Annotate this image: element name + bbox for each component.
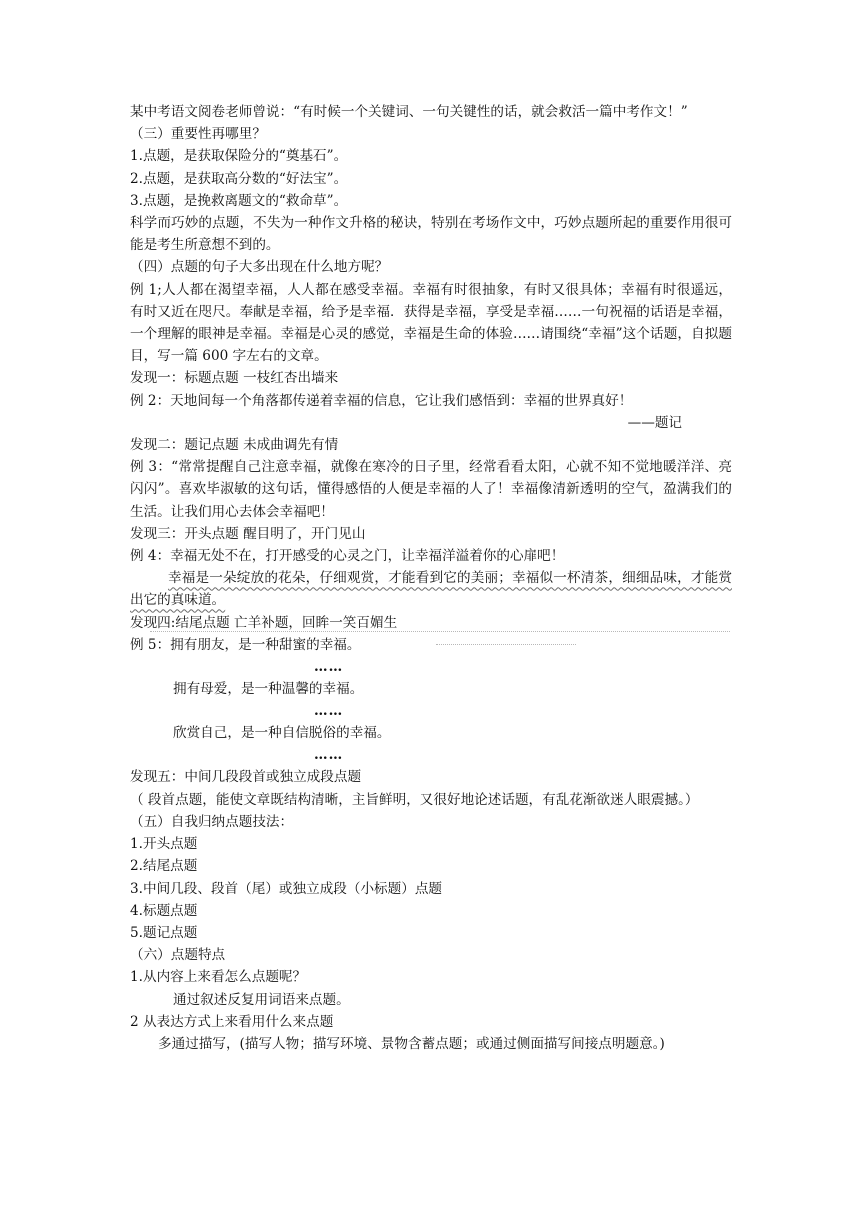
list-item: 3.中间几段、段首（尾）或独立成段（小标题）点题 [130, 880, 443, 897]
section-heading: （四）点题的句子大多出现在什么地方呢？ [130, 259, 389, 276]
list-detail: 通过叙述反复用词语来点题。 [173, 991, 350, 1008]
example-line: 拥有母爱，是一种温馨的幸福。 [173, 681, 364, 698]
finding-heading: 发现一：标题点题 一枝红杏出墙来 [130, 370, 339, 387]
example-paragraph: 例 2：天地间每一个角落都传递着幸福的信息，它让我们感悟到：幸福的世界真好！ [130, 392, 633, 409]
paragraph: 科学而巧妙的点题，不失为一种作文升格的秘诀，特别在考场作文中，巧妙点题所起的重要作用很可能是考生所意想不到的。 [130, 215, 732, 254]
example-paragraph: 例 4：幸福无处不在，打开感受的心灵之门，让幸福洋溢着你的心扉吧！ [130, 548, 565, 565]
intro-quote: 某中考语文阅卷老师曾说：“有时候一个关键词、一句关键性的话，就会救活一篇中考作文！” [130, 104, 688, 120]
ellipsis: …… [314, 703, 344, 720]
example-paragraph [130, 567, 732, 611]
list-item: 2.点题，是获取高分数的“好法宝”。 [130, 170, 348, 187]
list-item: 1.点题，是获取保险分的“奠基石”。 [130, 148, 348, 165]
section-heading: （六）点题特点 [130, 947, 226, 964]
section-heading: （三）重要性再哪里？ [130, 126, 266, 143]
example-paragraph: 例 5：拥有朋友，是一种甜蜜的幸福。 [130, 636, 361, 653]
example-paragraph: 例 1;人人都在渴望幸福，人人都在感受幸福。幸福有时很抽象，有时又很具体；幸福有时很遥远，有时又近在咫尺。奉献是幸福，给予是幸福．获得是幸福，享受是幸福……一句祝福的话语是幸福，一个理解的眼神是幸福。幸福是心灵的感觉，幸福是生命的体验……请围绕“幸福”这个话题，自拟题目，写一篇 600 字左右的文章。 [130, 281, 732, 365]
epigraph-attribution: ——题记 [627, 414, 682, 431]
ellipsis: …… [314, 747, 344, 764]
list-item: 3.点题，是挽救离题文的“救命草”。 [130, 192, 348, 209]
list-item: 2.结尾点题 [130, 858, 198, 875]
list-item: 5.题记点题 [130, 924, 198, 941]
list-detail: 多通过描写，(描写人物；描写环境、景物含蓄点题；或通过侧面描写间接点明题意。) [158, 1035, 665, 1052]
list-item: 4.标题点题 [130, 902, 198, 919]
section-heading: （五）自我归纳点题技法： [130, 813, 294, 830]
document-body [130, 101, 732, 1055]
ellipsis: …… [314, 659, 344, 676]
finding-heading: 发现五：中间几段段首或独立成段点题 [130, 769, 362, 786]
list-item: 1.开头点题 [130, 836, 198, 853]
paragraph: （ 段首点题，能使文章既结构清晰，主旨鲜明，又很好地论述话题，有乱花渐欲迷人眼震撼。） [130, 791, 699, 808]
finding-heading: 发现三：开头点题 醒目明了，开门见山 [130, 525, 366, 542]
finding-heading: 发现二：题记点题 未成曲调先有情 [130, 437, 339, 454]
example-line: 欣赏自己，是一种自信脱俗的幸福。 [173, 725, 391, 742]
finding-heading: 发现四:结尾点题 亡羊补题，回眸一笑百媚生 [130, 614, 398, 631]
example-paragraph: 例 3：“常常提醒自己注意幸福，就像在寒冷的日子里，经常看看太阳，心就不知不觉地暖洋洋、亮闪闪”。喜欢毕淑敏的这句话，懂得感悟的人便是幸福的人了！幸福像清新透明的空气，盈满我们的生活。让我们用心去体会幸福吧！ [130, 459, 732, 520]
list-item: 2 从表达方式上来看用什么来点题 [130, 1013, 334, 1030]
list-item: 1.从内容上来看怎么点题呢？ [130, 969, 307, 986]
underlined-passage: 幸福是一朵绽放的花朵，仔细观赏，才能看到它的美丽；幸福似一杯清茶，细细品味，才能赏出它的真味道。 [130, 570, 732, 609]
